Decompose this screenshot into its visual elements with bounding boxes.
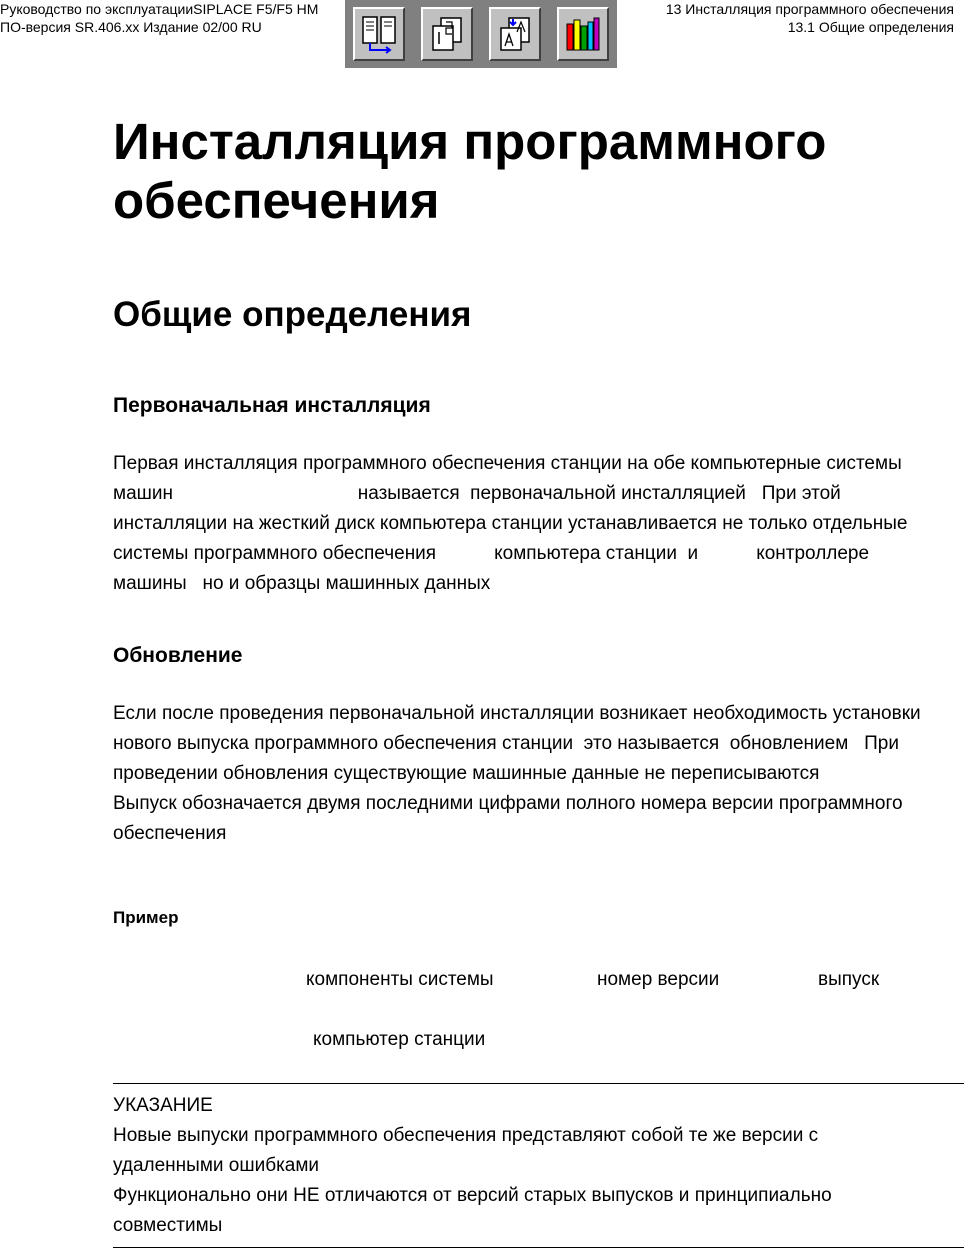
navigation-toolbar — [345, 0, 617, 68]
text-line: машины но и образцы машинных данных — [113, 573, 491, 594]
note-bottom-rule — [113, 1247, 964, 1248]
initial-install-paragraph — [113, 449, 908, 599]
toc-button[interactable] — [353, 7, 405, 61]
text-line: совместимы — [113, 1215, 223, 1236]
example-heading: Пример — [113, 908, 179, 927]
library-button[interactable] — [557, 7, 609, 61]
update-paragraph — [113, 699, 921, 849]
header-section: 13.1 Общие определения — [787, 19, 954, 35]
text-line: машин называется первоначальной инсталляцией При этой — [113, 483, 841, 504]
header-software-version: ПО-версия SR.406.xx Издание 02/00 RU — [0, 19, 262, 35]
note-box — [113, 1091, 832, 1241]
note-heading: УКАЗАНИЕ — [113, 1095, 213, 1116]
text-line: удаленными ошибками — [113, 1155, 320, 1176]
text-line: обеспечения — [113, 823, 227, 844]
index-pages-icon — [427, 14, 467, 54]
text-line: нового выпуска программного обеспечения станции это называется обновлением При — [113, 733, 899, 754]
text-line: Функционально они НЕ отличаются от версий старых выпусков и принципиально — [113, 1185, 832, 1206]
header-manual-title: Руководство по эксплуатацииSIPLACE F5/F5 HM — [0, 1, 319, 17]
header-chapter: 13 Инсталляция программного обеспечения — [665, 1, 954, 17]
chapter-title — [113, 112, 826, 230]
text-line: инсталляции на жесткий диск компьютера станции устанавливается не только отдельные — [113, 513, 908, 534]
text-line: Первая инсталляция программного обеспечения станции на обе компьютерные системы — [113, 453, 902, 474]
library-books-icon — [563, 14, 603, 54]
text-line: системы программного обеспечения компьютера станции и контроллере — [113, 543, 870, 564]
example-row-component: компьютер станции — [313, 1029, 486, 1050]
search-text-icon — [495, 14, 535, 54]
pages-button[interactable] — [421, 7, 473, 61]
text-line: проведении обновления существующие машинные данные не переписываются — [113, 763, 820, 784]
search-button[interactable] — [489, 7, 541, 61]
chapter-title-line-1: Инсталляция программного — [113, 113, 827, 170]
table-of-contents-icon — [359, 14, 399, 54]
initial-install-heading: Первоначальная инсталляция — [113, 394, 431, 417]
text-line: Выпуск обозначается двумя последними цифрами полного номера версии программного — [113, 793, 903, 814]
text-line: Новые выпуски программного обеспечения представляют собой те же версии с — [113, 1125, 819, 1146]
text-line: Если после проведения первоначальной инсталляции возникает необходимость установки — [113, 703, 921, 724]
example-col-version: номер версии — [597, 969, 720, 990]
update-heading: Обновление — [113, 644, 243, 667]
example-col-components: компоненты системы — [306, 969, 494, 990]
example-col-release: выпуск — [818, 969, 880, 990]
note-top-rule — [113, 1083, 964, 1084]
section-title: Общие определения — [113, 295, 472, 334]
chapter-title-line-2: обеспечения — [113, 172, 440, 229]
